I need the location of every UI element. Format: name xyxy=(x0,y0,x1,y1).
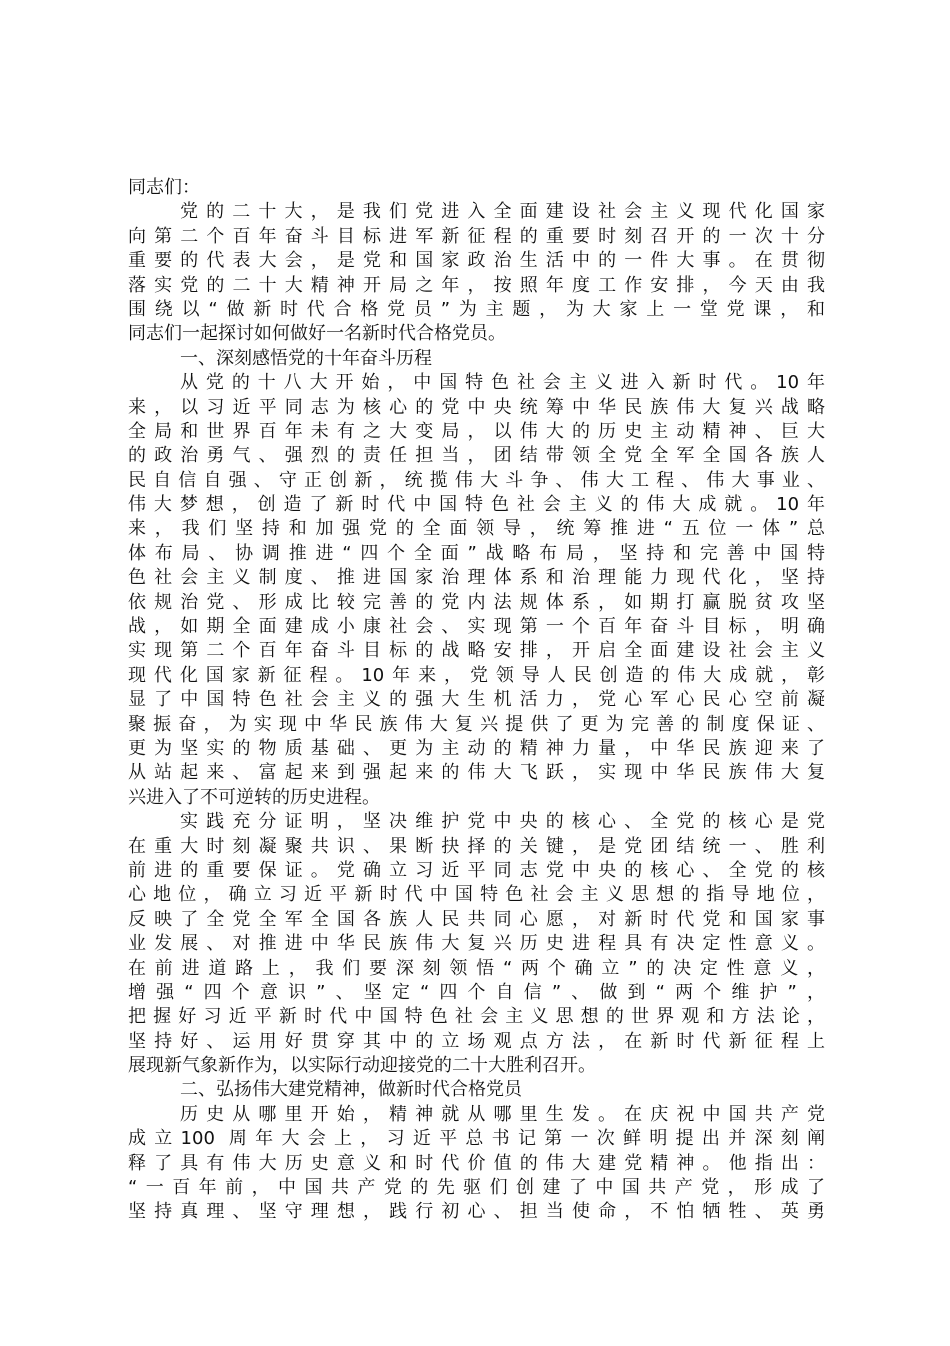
text-line: 落实党的二十大精神开局之年，按照年度工作安排，今天由我 xyxy=(128,274,825,296)
text-line: 反映了全党全军全国各族人民共同心愿，对新时代党和国家事 xyxy=(128,908,825,930)
text-line: 把握好习近平新时代中国特色社会主义思想的世界观和方法论， xyxy=(128,1006,825,1028)
text-line: 释了具有伟大历史意义和时代价值的伟大建党精神。他指出： xyxy=(128,1152,825,1174)
text-line: 重要的代表大会，是党和国家政治生活中的一件大事。在贯彻 xyxy=(128,250,825,272)
text-line: 伟大梦想，创造了新时代中国特色社会主义的伟大成就。10年 xyxy=(128,494,825,516)
text-line: 成立100 周年大会上，习近平总书记第一次鲜明提出并深刻阐 xyxy=(128,1128,825,1150)
text-line: 来，我们坚持和加强党的全面领导，统筹推进“五位一体”总 xyxy=(128,518,825,540)
text-line: 增强“四个意识”、坚定“四个自信”、做到“两个维护”， xyxy=(128,981,825,1003)
text-line: 色社会主义制度、推进国家治理体系和治理能力现代化，坚持 xyxy=(128,567,825,589)
text-line: 的政治勇气、强烈的责任担当，团结带领全党全军全国各族人 xyxy=(128,445,825,467)
text-line: 从党的十八大开始，中国特色社会主义进入新时代。10年 xyxy=(180,372,825,394)
text-line: 实现第二个百年奋斗目标的战略安排，开启全面建设社会主义 xyxy=(128,640,825,662)
text-line: 全局和世界百年未有之大变局，以伟大的历史主动精神、巨大 xyxy=(128,420,825,442)
text-line: 兴进入了不可逆转的历史进程。 xyxy=(128,786,380,808)
text-line: 同志们： xyxy=(128,177,200,198)
text-line: 党的二十大，是我们党进入全面建设社会主义现代化国家 xyxy=(180,201,825,223)
text-line: 民自信自强、守正创新，统揽伟大斗争、伟大工程、伟大事业、 xyxy=(128,469,825,491)
text-line: 坚持真理、坚守理想，践行初心、担当使命，不怕牺牲、英勇 xyxy=(128,1201,825,1223)
text-line: 来，以习近平同志为核心的党中央统筹中华民族伟大复兴战略 xyxy=(128,396,825,418)
text-line: 展现新气象新作为，以实际行动迎接党的二十大胜利召开。 xyxy=(128,1055,596,1077)
text-line: 围绕以“做新时代合格党员”为主题，为大家上一堂党课，和 xyxy=(128,298,825,320)
text-line: 同志们一起探讨如何做好一名新时代合格党员。 xyxy=(128,323,506,345)
text-line: 依规治党、形成比较完善的党内法规体系，如期打赢脱贫攻坚 xyxy=(128,591,825,613)
text-line: 战，如期全面建成小康社会、实现第一个百年奋斗目标，明确 xyxy=(128,616,825,638)
text-line: 从站起来、富起来到强起来的伟大飞跃，实现中华民族伟大复 xyxy=(128,762,825,784)
text-line: 在重大时刻凝聚共识、果断抉择的关键，是党团结统一、胜利 xyxy=(128,835,825,857)
text-line: 更为坚实的物质基础、更为主动的精神力量，中华民族迎来了 xyxy=(128,737,825,759)
text-line: 坚持好、运用好贯穿其中的立场观点方法，在新时代新征程上 xyxy=(128,1030,825,1052)
text-line: 二、弘扬伟大建党精神，做新时代合格党员 xyxy=(180,1079,522,1101)
text-line: 在前进道路上，我们要深刻领悟“两个确立”的决定性意义， xyxy=(128,957,825,979)
text-line: 体布局、协调推进“四个全面”战略布局，坚持和完善中国特 xyxy=(128,542,825,564)
text-line: 心地位，确立习近平新时代中国特色社会主义思想的指导地位， xyxy=(128,884,825,906)
document-body xyxy=(128,176,825,1225)
text-line: 向第二个百年奋斗目标进军新征程的重要时刻召开的一次十分 xyxy=(128,225,825,247)
text-line: 前进的重要保证。党确立习近平同志党中央的核心、全党的核 xyxy=(128,859,825,881)
text-line: 实践充分证明，坚决维护党中央的核心、全党的核心是党 xyxy=(180,811,825,833)
text-line: 业发展、对推进中华民族伟大复兴历史进程具有决定性意义。 xyxy=(128,933,825,955)
text-line: 聚振奋，为实现中华民族伟大复兴提供了更为完善的制度保证、 xyxy=(128,713,825,735)
text-line: 历史从哪里开始，精神就从哪里生发。在庆祝中国共产党 xyxy=(180,1103,825,1125)
text-line: 显了中国特色社会主义的强大生机活力，党心军心民心空前凝 xyxy=(128,689,825,711)
text-line: 一、深刻感悟党的十年奋斗历程 xyxy=(180,347,432,369)
text-line: 现代化国家新征程。10年来，党领导人民创造的伟大成就，彰 xyxy=(128,664,825,686)
text-line: “一百年前，中国共产党的先驱们创建了中国共产党，形成了 xyxy=(128,1177,825,1199)
